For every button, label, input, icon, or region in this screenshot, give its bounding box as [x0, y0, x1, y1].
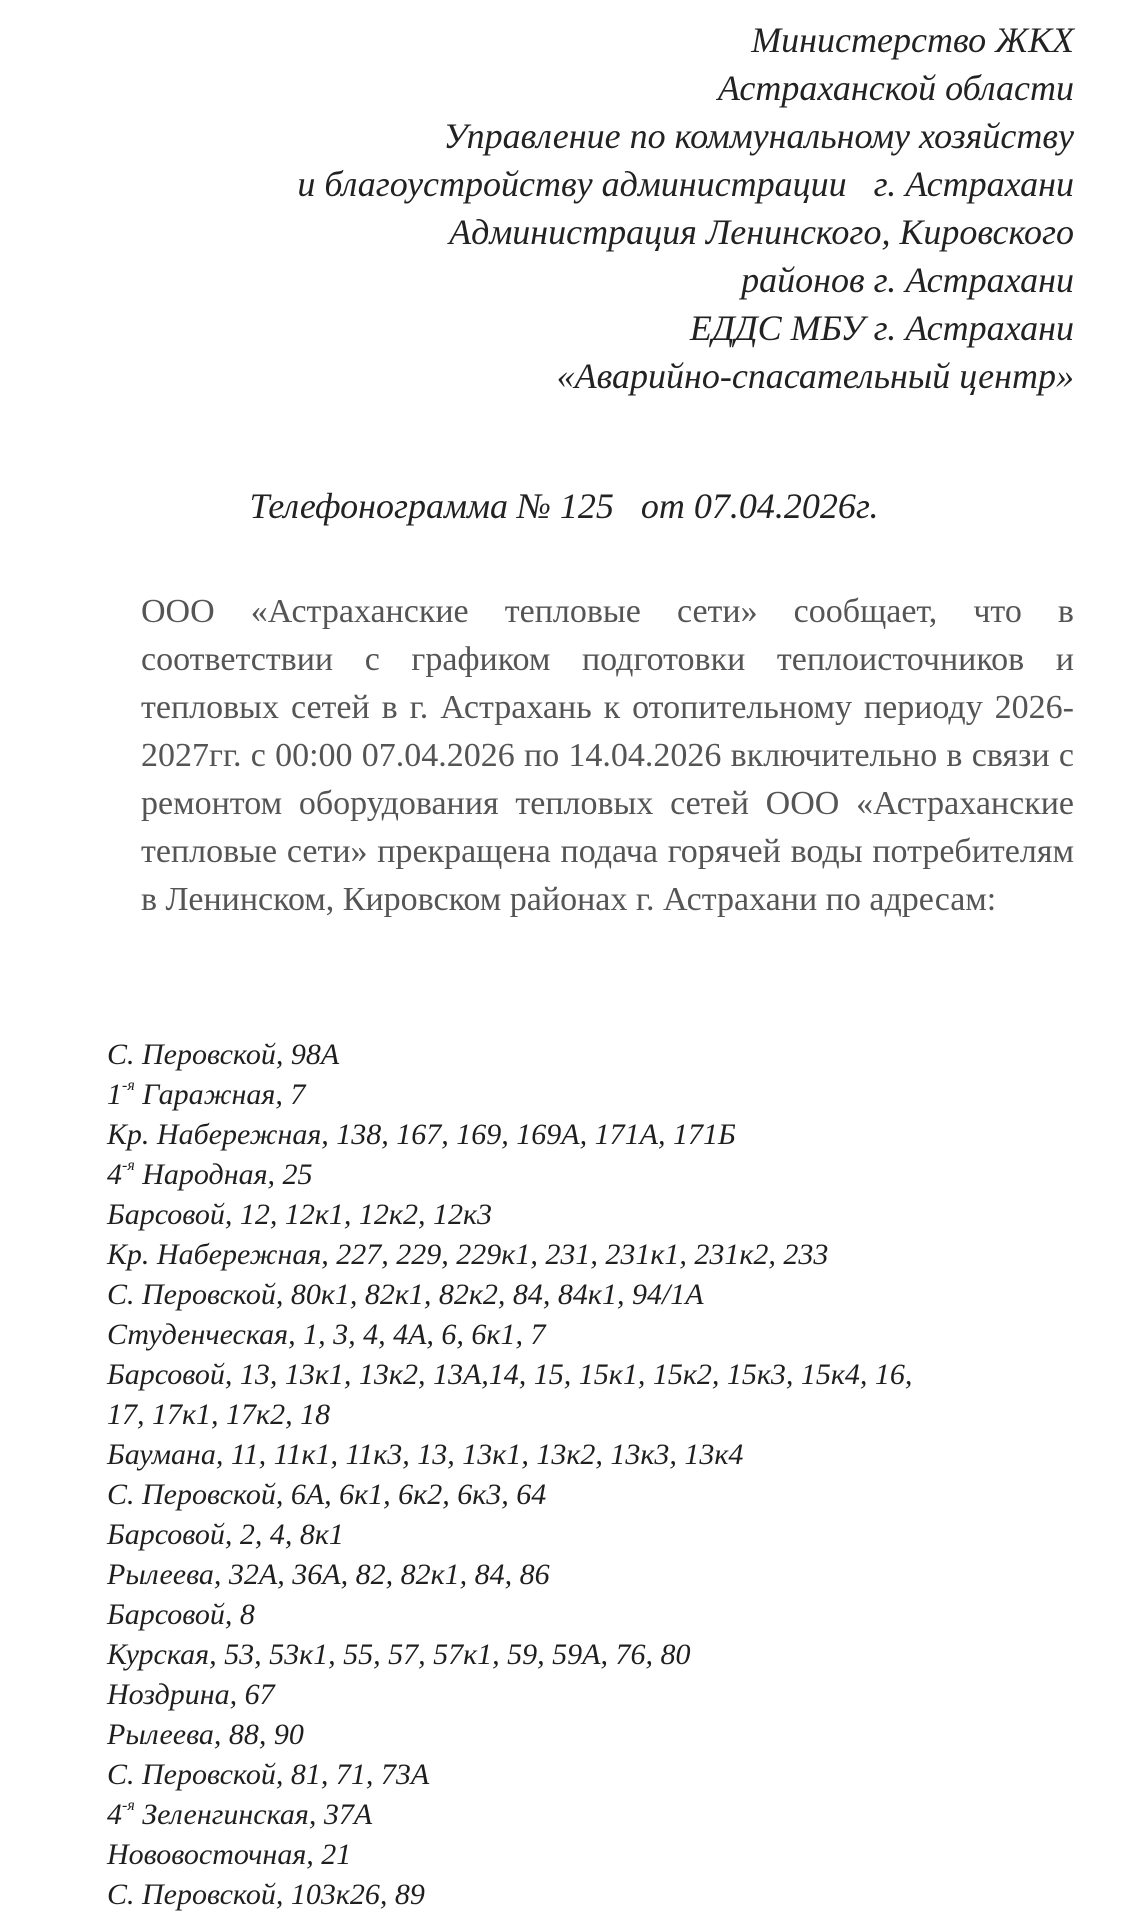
address-item: Барсовой, 2, 4, 8к1 — [107, 1518, 344, 1551]
address-street-number: 4 — [107, 1158, 122, 1191]
ordinal-suffix: -я — [122, 1077, 135, 1094]
address-street-number: 4 — [107, 1798, 122, 1831]
address-item-continuation: 17, 17к1, 17к2, 18 — [107, 1398, 331, 1431]
address-item: С. Перовской, 98А — [107, 1038, 340, 1071]
address-item: Курская, 53, 53к1, 55, 57, 57к1, 59, 59А, 76, 80 — [107, 1638, 691, 1671]
address-item — [107, 1155, 912, 1195]
address-text: Гаражная, 7 — [134, 1078, 306, 1111]
recipient-line: Астраханской области — [717, 68, 1074, 108]
address-item: С. Перовской, 103к26, 89 — [107, 1878, 425, 1911]
address-item: Студенческая, 1, 3, 4, 4А, 6, 6к1, 7 — [107, 1318, 546, 1351]
address-item — [107, 1795, 912, 1835]
address-list — [107, 1035, 912, 1915]
address-item: Кр. Набережная, 138, 167, 169, 169А, 171А, 171Б — [107, 1118, 736, 1151]
address-item: Баумана, 11, 11к1, 11к3, 13, 13к1, 13к2, 13к3, 13к4 — [107, 1438, 744, 1471]
address-item: Барсовой, 8 — [107, 1598, 255, 1631]
address-item: Рылеева, 32А, 36А, 82, 82к1, 84, 86 — [107, 1558, 550, 1591]
document-title — [0, 482, 1128, 530]
address-item — [107, 1075, 912, 1115]
address-item: Барсовой, 12, 12к1, 12к2, 12к3 — [107, 1198, 492, 1231]
recipient-line: Управление по коммунальному хозяйству — [443, 116, 1074, 156]
ordinal-suffix: -я — [122, 1797, 135, 1814]
address-street-number: 1 — [107, 1078, 122, 1111]
recipient-line: ЕДДС МБУ г. Астрахани — [689, 308, 1074, 348]
address-item: С. Перовской, 80к1, 82к1, 82к2, 84, 84к1, 94/1А — [107, 1278, 704, 1311]
address-item: Кр. Набережная, 227, 229, 229к1, 231, 231к1, 231к2, 233 — [107, 1238, 829, 1271]
address-item: С. Перовской, 81, 71, 73А — [107, 1758, 430, 1791]
address-item: Ноздрина, 67 — [107, 1678, 275, 1711]
recipient-line: районов г. Астрахани — [741, 260, 1074, 300]
address-item: Барсовой, 13, 13к1, 13к2, 13А,14, 15, 15к1, 15к2, 15к3, 15к4, 16, — [107, 1358, 913, 1391]
message-body: ООО «Астраханские тепловые сети» сообщает, что в соответствии с графиком подготовки теплоисточников и тепловых сетей в г. Астрахань к отопительному периоду 2026-2027гг. с 00:00 07.04.2026 по 14.04.2026 включительно в связи с ремонтом оборудования тепловых сетей ООО «Астраханские тепловые сети» прекращена подача горячей воды потребителям в Ленинском, Кировском районах г. Астрахани по адресам: — [141, 593, 1074, 918]
recipients-block — [297, 16, 1074, 400]
telephonogram-date: от 07.04.2026г. — [640, 486, 879, 526]
address-item: С. Перовской, 6А, 6к1, 6к2, 6к3, 64 — [107, 1478, 547, 1511]
address-text: Зеленгинская, 37А — [134, 1798, 373, 1831]
address-item: Нововосточная, 21 — [107, 1838, 352, 1871]
telephonogram-number: Телефонограмма № 125 — [249, 486, 614, 526]
recipient-line: «Аварийно-спасательный центр» — [556, 356, 1074, 396]
recipient-line: Министерство ЖКХ — [751, 20, 1074, 60]
recipient-line: Администрация Ленинского, Кировского — [449, 212, 1074, 252]
ordinal-suffix: -я — [122, 1157, 135, 1174]
recipient-line: и благоустройству администрации г. Астрахани — [297, 164, 1074, 204]
address-item: Рылеева, 88, 90 — [107, 1718, 304, 1751]
address-text: Народная, 25 — [134, 1158, 313, 1191]
